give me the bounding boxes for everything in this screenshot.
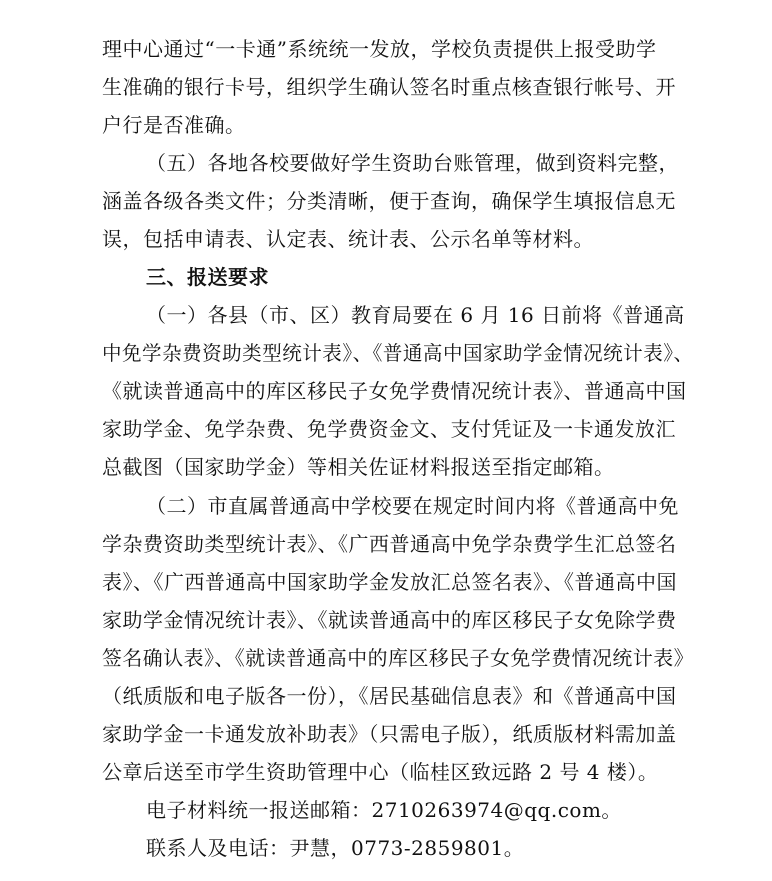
text-line: 公章后送至市学生资助管理中心（临桂区致远路 2 号 4 楼）。 xyxy=(102,760,659,784)
text-line: 《就读普通高中的库区移民子女免学费情况统计表》、普通高中国 xyxy=(102,379,687,403)
text-line: 涵盖各级各类文件；分类清晰，便于查询，确保学生填报信息无 xyxy=(102,189,676,213)
text-line: 家助学金、免学杂费、免学费资金文、支付凭证及一卡通发放汇 xyxy=(102,417,676,441)
text-line: 总截图（国家助学金）等相关佐证材料报送至指定邮箱。 xyxy=(102,455,615,479)
text-line: 学杂费资助类型统计表》、《广西普通高中免学杂费学生汇总签名 xyxy=(102,532,677,556)
contact-line: 联系人及电话：尹慧，0773-2859801。 xyxy=(146,836,525,860)
text-line: （五）各地各校要做好学生资助台账管理，做到资料完整， xyxy=(146,151,679,175)
text-line: 家助学金一卡通发放补助表》（只需电子版），纸质版材料需加盖 xyxy=(102,722,677,746)
text-line: 签名确认表》、《就读普通高中的库区移民子女免学费情况统计表》 xyxy=(102,646,695,670)
text-line: 生准确的银行卡号，组织学生确认签名时重点核查银行帐号、开 xyxy=(102,75,676,99)
text-line: （纸质版和电子版各一份），《居民基础信息表》和《普通高中国 xyxy=(102,684,677,708)
text-line: 家助学金情况统计表》、《就读普通高中的库区移民子女免除学费 xyxy=(102,608,677,632)
text-line: 误，包括申请表、认定表、统计表、公示名单等材料。 xyxy=(102,227,594,251)
email-line: 电子材料统一报送邮箱：2710263974@qq.com。 xyxy=(146,798,622,822)
text-line: 理中心通过“一卡通”系统统一发放，学校负责提供上报受助学 xyxy=(102,37,657,61)
section-heading: 三、报送要求 xyxy=(146,265,269,289)
text-line: 中免学杂费资助类型统计表》、《普通高中国家助学金情况统计表》、 xyxy=(102,341,694,365)
text-line: （一）各县（市、区）教育局要在 6 月 16 日前将《普通高 xyxy=(146,303,685,327)
text-line: 表》、《广西普通高中国家助学金发放汇总签名表》、《普通高中国 xyxy=(102,570,677,594)
text-line: （二）市直属普通高中学校要在规定时间内将《普通高中免 xyxy=(146,494,679,518)
text-line: 户行是否准确。 xyxy=(102,113,246,137)
